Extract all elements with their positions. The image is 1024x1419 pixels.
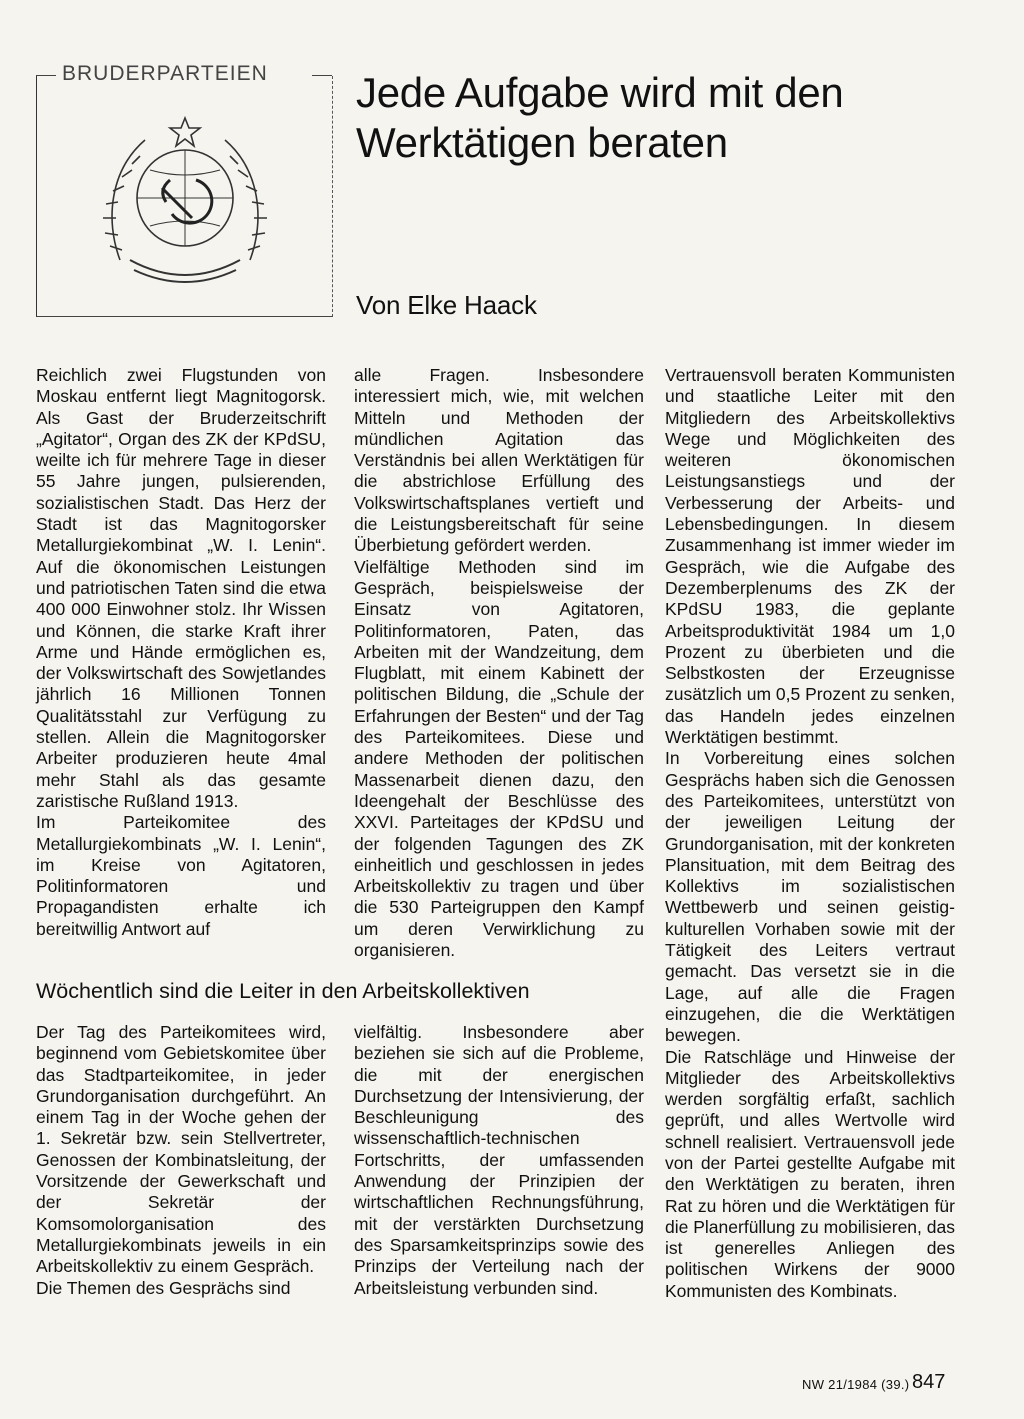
issue-reference: NW 21/1984 (39.) bbox=[802, 1377, 910, 1392]
subheading: Wöchentlich sind die Leiter in den Arbeitskollektiven bbox=[36, 979, 530, 1003]
rubric-frame-line bbox=[312, 75, 332, 76]
paragraph: Vielfältige Methoden sind im Gespräch, beispielsweise der Einsatz von Agitatoren, Politinformatoren, Paten, das Arbeiten mit der Wandzeitung, dem Flugblatt, mit einem Kabinett der politischen Bildung, die „Schule der Erfahrungen der Besten“ und der Tag des Parteikomitees. Diese und andere Methoden der politischen Massenarbeit dienen dazu, den Ideengehalt der Beschlüsse des XXVI. Parteitages der KPdSU und der folgenden Tagungen des ZK einheitlich und geschlossen in jedes Arbeitskollektiv zu tragen und über die 530 Parteigruppen den Kampf um deren Verwirklichung zu organisieren. bbox=[354, 556, 644, 961]
paragraph: Vertrauensvoll beraten Kommunisten und staatliche Leiter mit den Mitgliedern des Arbeitskollektivs Wege und Möglichkeiten des weiteren ökonomischen Leistungsanstiegs und der Verbesserung der Arbeits- und Lebensbedingungen. In diesem Zusammenhang ist immer wieder im Gespräch, wie die Aufgabe des Dezemberplenums des ZK der KPdSU 1983, die geplante Arbeitsproduktivität 1984 um 1,0 Prozent zu überbieten und die Selbstkosten der Erzeugnisse zusätzlich um 0,5 Prozent zu senken, das Handeln jedes einzelnen Werktätigen bestimmt. bbox=[665, 365, 955, 748]
paragraph: Die Themen des Gesprächs sind bbox=[36, 1277, 291, 1298]
paragraph: In Vorbereitung eines solchen Gesprächs haben sich die Genossen des Parteikomitees, unterstützt von der jeweiligen Leitung der Grundorganisation, mit der konkreten Plansituation, mit dem Beitrag des Kollektivs im sozialistischen Wettbewerb und seinen geistig-kulturellen Vorhaben sowie mit der Tätigkeit des Leiters vertraut gemacht. Das versetzt sie in die Lage, auf alle die Fragen einzugehen, die die Werktätigen bewegen. bbox=[665, 748, 955, 1046]
column-3 bbox=[665, 365, 955, 1302]
page-number: 847 bbox=[912, 1371, 946, 1393]
article-author: Von Elke Haack bbox=[356, 290, 537, 320]
paragraph: Die Ratschläge und Hinweise der Mitglieder des Arbeitskollektivs werden sorgfältig erfaßt, sachlich geprüft, und alles Wertvolle wird schnell realisiert. Vertrauensvoll jede von der Partei gestellte Aufgabe mit den Werktätigen zu beraten, ihren Rat zu hören und die Werktätigen für die Planerfüllung zu mobilisieren, das ist generelles Anliegen des politischen Wirkens der 9000 Kommunisten des Kombinats. bbox=[665, 1046, 955, 1301]
paragraph: Reichlich zwei Flugstunden von Moskau entfernt liegt Magnitogorsk. Als Gast der Bruderzeitschrift „Agitator“, Organ des ZK der KPdSU, weilte ich für mehrere Tage in dieser 55 Jahre jungen, pulsierenden, sozialistischen Stadt. Das Herz der Stadt ist das Magnitogorsker Metallurgiekombinat „W. I. Lenin“. Auf die ökonomischen Leistungen und patriotischen Taten sind die etwa 400 000 Einwohner stolz. Ihr Wissen und Können, die starke Kraft ihrer Arme und Hände ermöglichen es, der Volkswirtschaft des Sowjetlandes jährlich 16 Millionen Tonnen Qualitätsstahl zur Verfügung zu stellen. Allein die Magnitogorsker Arbeiter produzieren heute 4mal mehr Stahl als das gesamte zaristische Rußland 1913. bbox=[36, 365, 326, 811]
soviet-emblem-icon bbox=[100, 110, 270, 285]
paragraph: vielfältig. Insbesondere aber beziehen sie sich auf die Probleme, die mit der energischen Durchsetzung der Intensivierung, der Beschleunigung des wissenschaftlich-technischen Fortschritts, der umfassenden Anwendung der Prinzipien der wirtschaftlichen Rechnungsführung, mit der verstärkten Durchsetzung des Sparsamkeitsprinzips sowie des Prinzips der Verteilung nach der Arbeitsleistung verbunden sind. bbox=[354, 1022, 644, 1298]
column-2-bottom bbox=[354, 1022, 644, 1299]
rubric-label: BRUDERPARTEIEN bbox=[58, 62, 272, 86]
column-1-bottom bbox=[36, 1022, 326, 1299]
column-2-top bbox=[354, 365, 644, 961]
column-1-top bbox=[36, 365, 326, 940]
paragraph: Im Parteikomitee des Metallurgiekombinats „W. I. Lenin“, im Kreise von Agitatoren, Politinformatoren und Propagandisten erhalte ich bereitwillig Antwort auf bbox=[36, 812, 326, 939]
paragraph: alle Fragen. Insbesondere interessiert mich, wie, mit welchen Mitteln und Methoden der mündlichen Agitation das Verständnis bei allen Werktätigen für die abstrichlose Erfüllung des Volkswirtschaftsplanes vertieft und die Leistungsbereitschaft für seine Überbietung gefördert werden. bbox=[354, 365, 644, 556]
paragraph: Der Tag des Parteikomitees wird, beginnend vom Gebietskomitee über das Stadtparteikomitee, in jeder Grundorganisation durchgeführt. An einem Tag in der Woche gehen der 1. Sekretär bzw. sein Stellvertreter, Genossen der Kombinatsleitung, der Vorsitzende der Gewerkschaft und der Sekretär der Komsomolorganisation des Metallurgiekombinats jeweils in ein Arbeitskollektiv zu einem Gespräch. bbox=[36, 1022, 326, 1277]
rubric-frame-line bbox=[36, 75, 56, 76]
article-headline: Jede Aufgabe wird mit den Werktätigen beraten bbox=[356, 69, 844, 166]
